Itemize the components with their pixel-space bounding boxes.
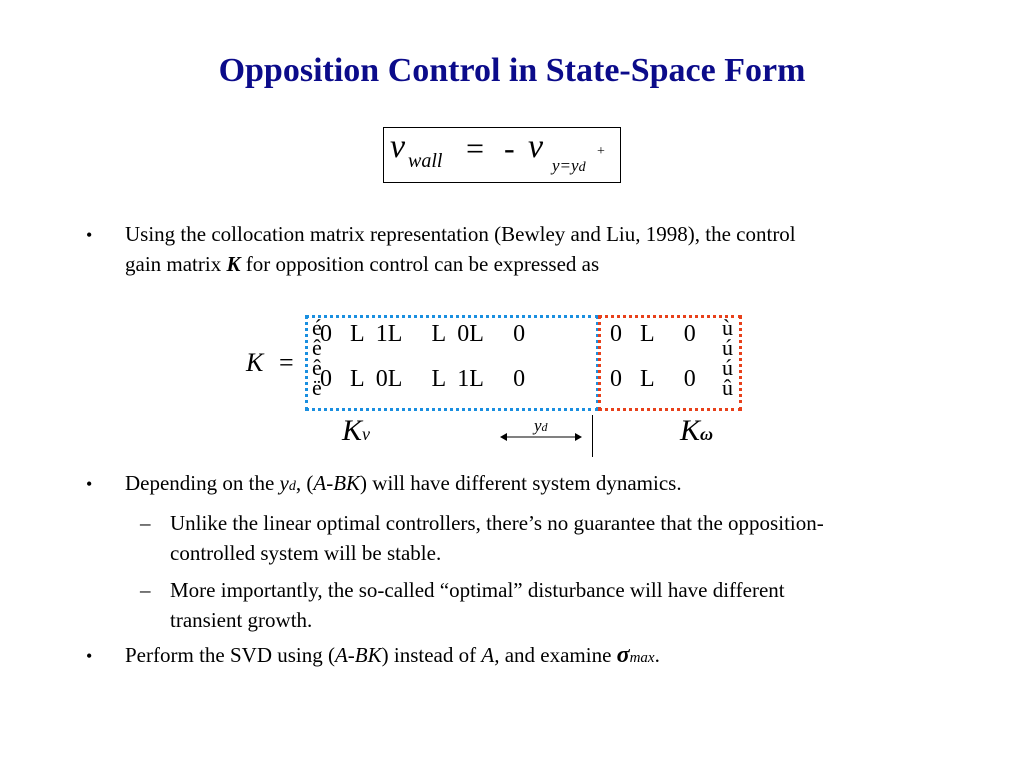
bullet-2-d-subscript: d xyxy=(288,479,296,494)
v-wall-var: v xyxy=(390,128,406,165)
komega-label xyxy=(680,414,713,448)
bullet-3-pre: Perform the SVD using ( xyxy=(125,643,335,667)
sigma-symbol: σ xyxy=(616,642,630,668)
bullet-2-post: ) will have different system dynamics. xyxy=(360,471,682,495)
matrix-equals: = xyxy=(279,348,294,377)
bullet-3-a: A, xyxy=(481,643,500,667)
matrix-row2-left: 0 L 0L L 1L 0 xyxy=(320,366,526,392)
left-bracket-mid2: ê xyxy=(312,355,322,380)
kv-k: K xyxy=(342,414,363,447)
sigma-max-subscript: max xyxy=(629,650,655,666)
bullet-3-end: . xyxy=(654,643,660,667)
k-symbol: K xyxy=(226,252,241,276)
bullet-marker: • xyxy=(86,474,93,494)
komega-subscript: ω xyxy=(700,424,714,444)
bullet-2-mid: , ( xyxy=(295,471,314,495)
v-rhs-var: v xyxy=(528,128,544,165)
komega-k: K xyxy=(680,414,701,447)
bullet-marker: • xyxy=(86,646,93,666)
bullet-2-y: y xyxy=(279,471,289,495)
subbullet-2-text xyxy=(170,575,1010,635)
right-bracket-top: ù xyxy=(722,315,733,340)
subbullet-1-line2: controlled system will be stable. xyxy=(170,541,442,565)
bullet-2-abk: A-BK xyxy=(313,471,361,495)
yd-subscript: d xyxy=(541,420,548,434)
subbullet-1-text xyxy=(170,508,1010,568)
bullet-1-line2 xyxy=(125,249,1005,279)
subbullet-2-line1: More importantly, the so-called “optimal” disturbance will have different xyxy=(170,578,785,602)
d-subscript: d xyxy=(578,160,586,175)
left-bracket-top: é xyxy=(312,315,322,340)
dash-marker: – xyxy=(140,511,151,535)
matrix-k-label: K xyxy=(246,348,264,377)
wall-subscript: wall xyxy=(408,150,443,172)
right-bracket-mid2: ú xyxy=(722,355,733,380)
bullet-marker: • xyxy=(86,225,93,245)
matrix-row1-right: 0 L 0 xyxy=(610,321,696,347)
bullet-2-text xyxy=(125,468,1005,502)
right-bracket-bottom: û xyxy=(722,375,733,400)
subbullet-1-line1: Unlike the linear optimal controllers, there’s no guarantee that the opposition- xyxy=(170,511,824,535)
bullet-2-yd xyxy=(280,471,296,495)
bullet-1-text xyxy=(125,219,1005,279)
subbullet-2-line2: transient growth. xyxy=(170,608,313,632)
bullet-3-abk: A-BK xyxy=(334,643,382,667)
right-bracket xyxy=(722,315,733,400)
bullet-3-post: and examine xyxy=(499,643,617,667)
yd-y: y xyxy=(534,416,542,435)
matrix-row2-right: 0 L 0 xyxy=(610,366,696,392)
equals-sign: = xyxy=(466,130,485,166)
left-bracket-bottom: ë xyxy=(312,375,322,400)
boundary-condition-equation xyxy=(383,127,621,183)
matrix-row1-left: 0 L 1L L 0L 0 xyxy=(320,321,526,347)
slide-title: Opposition Control in State-Space Form xyxy=(218,52,806,89)
kv-subscript: v xyxy=(362,424,371,444)
dash-marker: – xyxy=(140,578,151,602)
block-divider-line xyxy=(592,415,593,457)
yd-double-arrow xyxy=(500,430,582,444)
minus-sign: - xyxy=(504,130,515,166)
y-eq-y: y=y xyxy=(552,156,579,175)
bullet-1-line2-post: for opposition control can be expressed as xyxy=(240,252,600,276)
bullet-2-pre: Depending on the xyxy=(125,471,280,495)
right-bracket-mid1: ú xyxy=(722,335,733,360)
bullet-3-mid: ) instead of xyxy=(381,643,482,667)
bullet-3-text xyxy=(125,640,1005,673)
bullet-1-line2-pre: gain matrix xyxy=(125,252,227,276)
plus-superscript: + xyxy=(597,144,605,159)
bullet-1-line1: Using the collocation matrix representation (Bewley and Liu, 1998), the control xyxy=(125,222,796,246)
left-bracket-mid1: ê xyxy=(312,335,322,360)
kv-label xyxy=(342,414,370,448)
y-subscript xyxy=(552,156,586,176)
